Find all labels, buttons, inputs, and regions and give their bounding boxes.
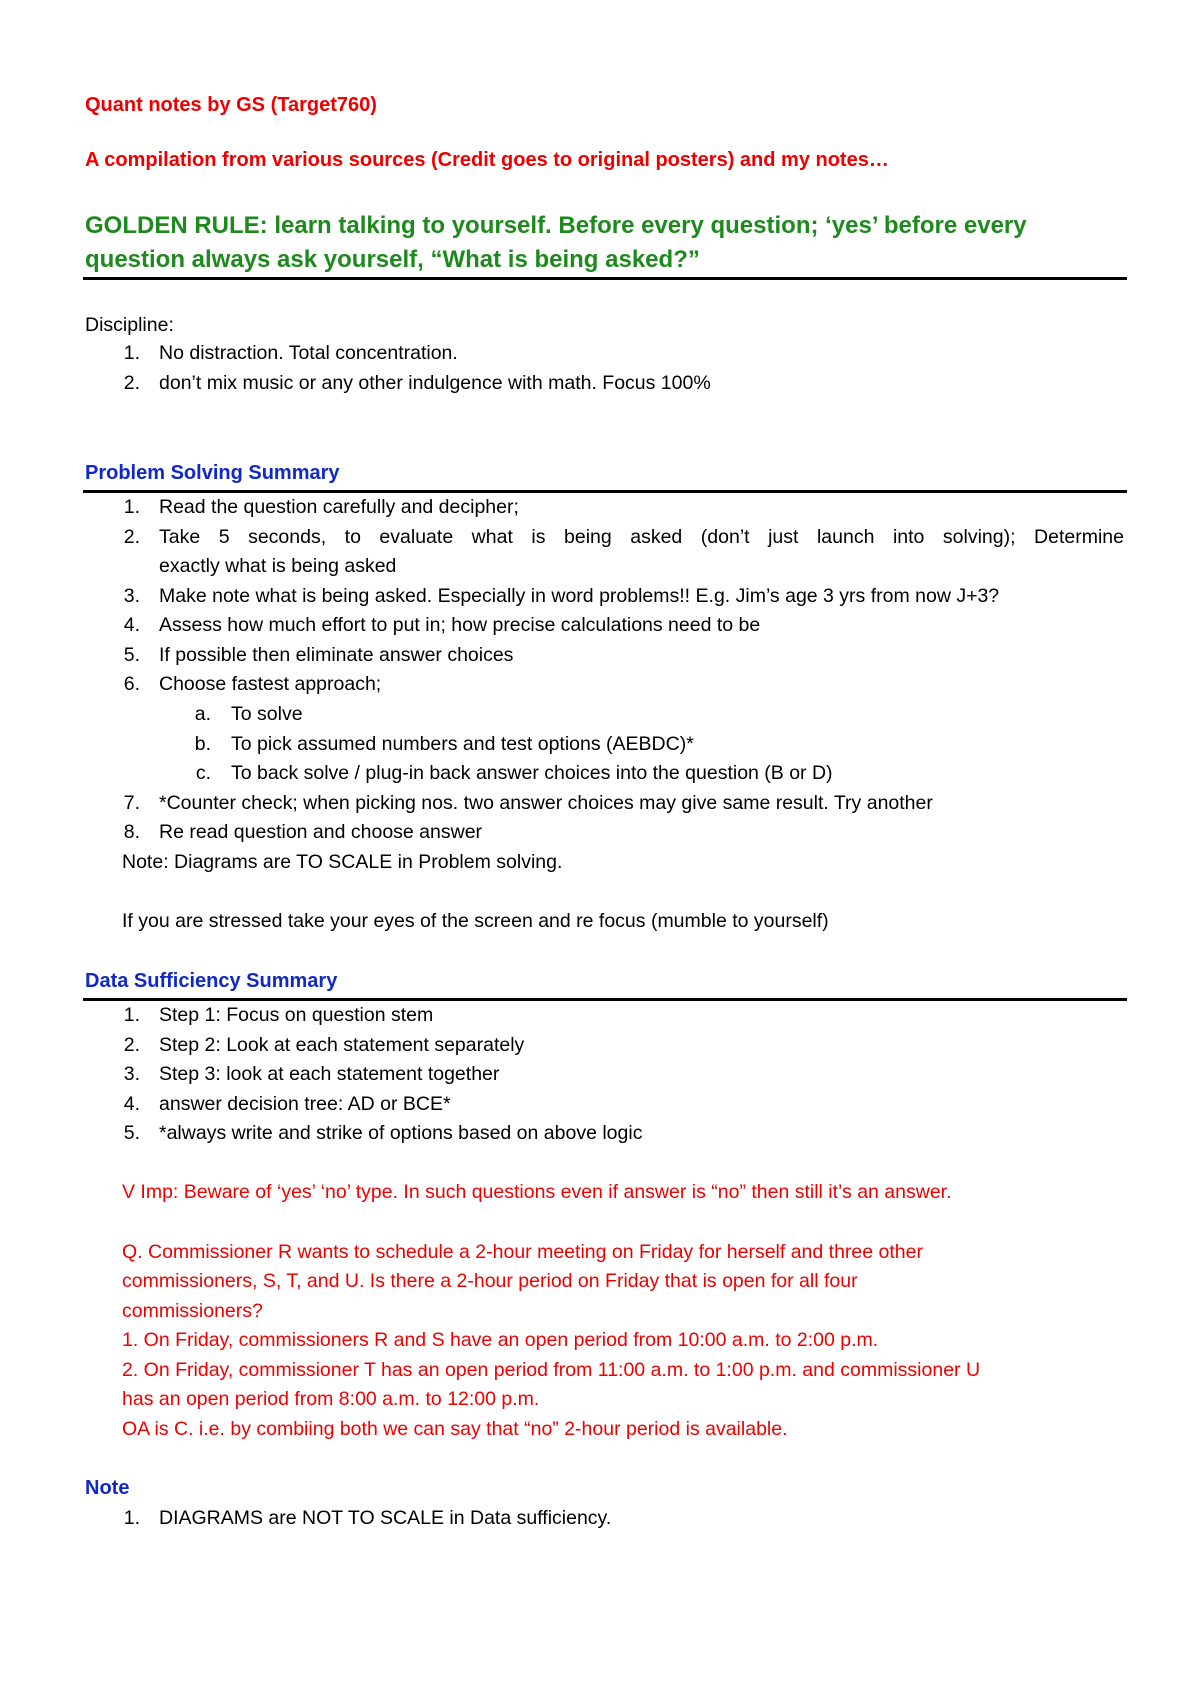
discipline-heading: Discipline: [85, 314, 174, 336]
golden-rule [85, 209, 1027, 277]
list-item-text: Take 5 seconds, to evaluate what is being asked (don’t just launch into solving); Determine [159, 526, 1124, 548]
example-statement-2: 2. On Friday, commissioner T has an open period from 11:00 a.m. to 1:00 p.m. and commissioner U [122, 1359, 981, 1381]
list-item-text: To solve [231, 703, 303, 725]
list-number: 7. [123, 792, 140, 814]
list-item-text: Make note what is being asked. Especially in word problems!! E.g. Jim’s age 3 yrs from now J+3? [159, 585, 1000, 607]
list-item-text: Choose fastest approach; [159, 673, 382, 695]
list-number: 1. [123, 342, 140, 364]
list-item-text: Re read question and choose answer [159, 821, 483, 843]
golden-rule-line-2: question always ask yourself, “What is being asked?” [85, 246, 700, 273]
example-statement-1: 1. On Friday, commissioners R and S have an open period from 10:00 a.m. to 2:00 p.m. [122, 1329, 879, 1351]
list-item-text: *Counter check; when picking nos. two answer choices may give same result. Try another [159, 792, 933, 814]
list-number: 5. [123, 644, 140, 666]
list-item-text: don’t mix music or any other indulgence with math. Focus 100% [159, 372, 711, 394]
divider-problem-solving [83, 490, 1127, 493]
list-letter: a. [194, 703, 211, 725]
list-number: 2. [123, 372, 140, 394]
list-number: 8. [123, 821, 140, 843]
list-number: 1. [123, 1507, 140, 1529]
stress-tip: If you are stressed take your eyes of the screen and re focus (mumble to yourself) [122, 910, 829, 932]
list-item-text: Assess how much effort to put in; how precise calculations need to be [159, 614, 761, 636]
list-number: 1. [123, 1004, 140, 1026]
document-title: Quant notes by GS (Target760) [85, 94, 377, 116]
list-number: 3. [123, 585, 140, 607]
list-item-text: answer decision tree: AD or BCE* [159, 1093, 451, 1115]
list-letter: b. [194, 733, 211, 755]
problem-solving-note: Note: Diagrams are TO SCALE in Problem solving. [122, 851, 563, 873]
list-item-text: To pick assumed numbers and test options (AEBDC)* [231, 733, 694, 755]
divider-golden-rule [83, 277, 1127, 280]
list-number: 2. [123, 526, 140, 548]
list-letter: c. [195, 762, 211, 784]
list-item-text: exactly what is being asked [159, 555, 397, 577]
list-number: 3. [123, 1063, 140, 1085]
very-important-note: V Imp: Beware of ‘yes’ ‘no’ type. In such questions even if answer is “no” then still it’s an answer. [122, 1181, 952, 1203]
list-number: 2. [123, 1034, 140, 1056]
list-item-text: *always write and strike of options based on above logic [159, 1122, 643, 1144]
list-item-text: If possible then eliminate answer choices [159, 644, 514, 666]
list-item-text: Step 1: Focus on question stem [159, 1004, 434, 1026]
document-subtitle: A compilation from various sources (Credit goes to original posters) and my notes… [85, 149, 889, 171]
list-number: 4. [123, 1093, 140, 1115]
list-number: 1. [123, 496, 140, 518]
list-number: 4. [123, 614, 140, 636]
list-item-text: Step 3: look at each statement together [159, 1063, 500, 1085]
example-statement-2-cont: has an open period from 8:00 a.m. to 12:00 p.m. [122, 1388, 540, 1410]
problem-solving-heading: Problem Solving Summary [85, 462, 340, 484]
list-number: 6. [123, 673, 140, 695]
list-item-text: No distraction. Total concentration. [159, 342, 458, 364]
note-heading: Note [85, 1477, 130, 1499]
example-question-line: Q. Commissioner R wants to schedule a 2-hour meeting on Friday for herself and three other [122, 1241, 923, 1263]
divider-data-sufficiency [83, 998, 1127, 1001]
golden-rule-line-1: GOLDEN RULE: learn talking to yourself. Before every question; ‘yes’ before every [85, 212, 1027, 239]
list-item-text: Step 2: Look at each statement separately [159, 1034, 525, 1056]
example-answer: OA is C. i.e. by combiing both we can say that “no” 2-hour period is available. [122, 1418, 788, 1440]
list-item-text: DIAGRAMS are NOT TO SCALE in Data sufficiency. [159, 1507, 612, 1529]
example-question-line: commissioners, S, T, and U. Is there a 2-hour period on Friday that is open for all four [122, 1270, 858, 1292]
list-number: 5. [123, 1122, 140, 1144]
list-item-text: Read the question carefully and decipher; [159, 496, 519, 518]
list-item-text: To back solve / plug-in back answer choices into the question (B or D) [231, 762, 833, 784]
data-sufficiency-heading: Data Sufficiency Summary [85, 970, 338, 992]
example-question-line: commissioners? [122, 1300, 263, 1322]
